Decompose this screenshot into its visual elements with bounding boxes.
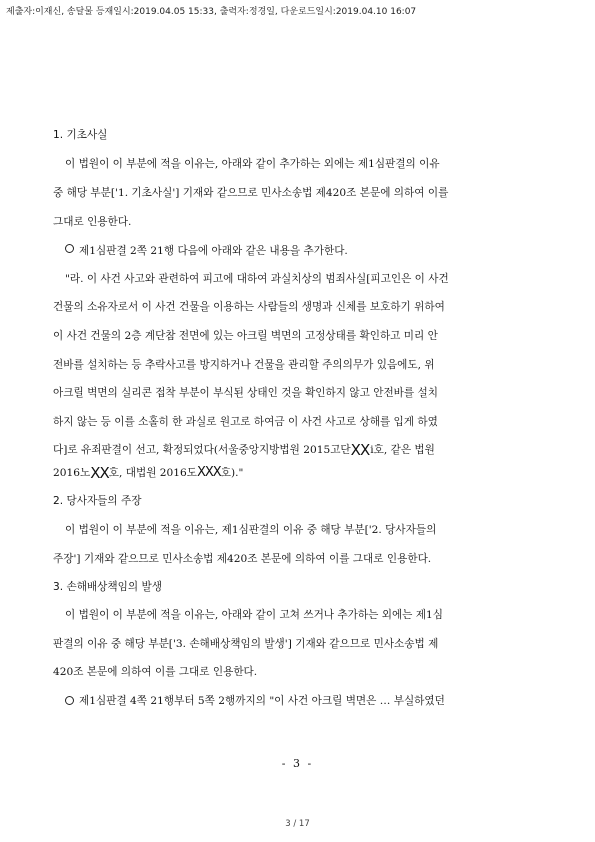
paragraph-line: 420조 본문에 의하여 이를 그대로 인용한다. xyxy=(53,666,258,678)
quote-text: 호, 대법원 2016도 xyxy=(108,467,197,479)
section-title-liability: 3. 손해배상책임의 발생 xyxy=(53,581,162,593)
paragraph-line: 중 해당 부분['1. 기초사실'] 기재와 같으므로 민사소송법 제420조 본문에 의하여 이를 xyxy=(53,187,449,199)
quote-line: 아크릴 벽면의 실리콘 접착 부분이 부식된 상태인 것을 확인하지 않고 안전바를 설치 xyxy=(53,387,438,399)
redacted-number: XX xyxy=(350,441,370,459)
redacted-number: XXX xyxy=(197,465,221,480)
page-number: - 3 - xyxy=(281,757,314,770)
quote-line xyxy=(53,443,515,457)
quote-line xyxy=(53,466,515,480)
quote-line: 이 사건 건물의 2층 계단참 전면에 있는 아크릴 벽면의 고정상태를 확인하고 미리 안 xyxy=(53,330,438,342)
quote-text: 2016노 xyxy=(53,467,91,479)
quote-text: 호)." xyxy=(220,467,244,479)
circle-bullet-icon xyxy=(65,244,74,253)
paragraph-line: 판결의 이유 중 해당 부분['3. 손해배상책임의 발생'] 기재와 같으므로 민사소송법 제 xyxy=(53,638,439,650)
quote-text: 다]로 유죄판결이 선고, 확정되었다(서울중앙지방법원 2015고단 xyxy=(53,444,351,456)
quote-line: 건물의 소유자로서 이 사건 건물을 이용하는 사람들의 생명과 신체를 보호하기 위하여 xyxy=(53,301,445,313)
bullet-text: 제1심판결 2쪽 21행 다음에 아래와 같은 내용을 추가한다. xyxy=(79,245,348,257)
download-info-header: 제출자:이재신, 송달물 등재일시:2019.04.05 15:33, 출력자:정경일, 다운로드일시:2019.04.10 16:07 xyxy=(6,7,417,17)
bullet-item xyxy=(65,694,515,708)
paragraph-line: 그대로 인용한다. xyxy=(53,216,132,228)
bullet-text-wrap xyxy=(65,694,445,708)
page-count: 3 / 17 xyxy=(285,819,310,829)
paragraph-line: 이 법원이 이 부분에 적을 이유는, 아래와 같이 추가하는 외에는 제1심판결의 이유 xyxy=(65,158,440,170)
paragraph-line: 이 법원이 이 부분에 적을 이유는, 아래와 같이 고쳐 쓰거나 추가하는 외에는 제1심 xyxy=(65,609,443,621)
quote-text: i호, 같은 법원 xyxy=(370,444,435,456)
circle-bullet-icon xyxy=(65,696,74,705)
section-title-party-claims: 2. 당사자들의 주장 xyxy=(53,495,142,507)
quote-line: 하지 않는 등 이를 소홀히 한 과실로 원고로 하여금 이 사건 사고로 상해를 입게 하였 xyxy=(53,416,438,428)
paragraph-line: 주장'] 기재와 같으므로 민사소송법 제420조 본문에 의하여 이를 그대로 인용한다. xyxy=(53,553,432,565)
bullet-text: 제1심판결 4쪽 21행부터 5쪽 2행까지의 "이 사건 아크릴 벽면은 … 부실하였던 xyxy=(79,695,445,707)
quote-line: 전바를 설치하는 등 추락사고를 방지하거나 건물을 관리할 주의의무가 있음에도, 위 xyxy=(53,359,435,371)
redacted-number: XX xyxy=(90,464,109,482)
paragraph-line: 이 법원이 이 부분에 적을 이유는, 제1심판결의 이유 중 해당 부분['2. 당사자들의 xyxy=(65,524,437,536)
quote-line: "라. 이 사건 사고와 관련하여 피고에 대하여 과실치상의 범죄사실[피고인은 이 사건 xyxy=(65,273,449,285)
bullet-item xyxy=(65,244,527,258)
section-title-basic-facts: 1. 기초사실 xyxy=(53,129,108,141)
